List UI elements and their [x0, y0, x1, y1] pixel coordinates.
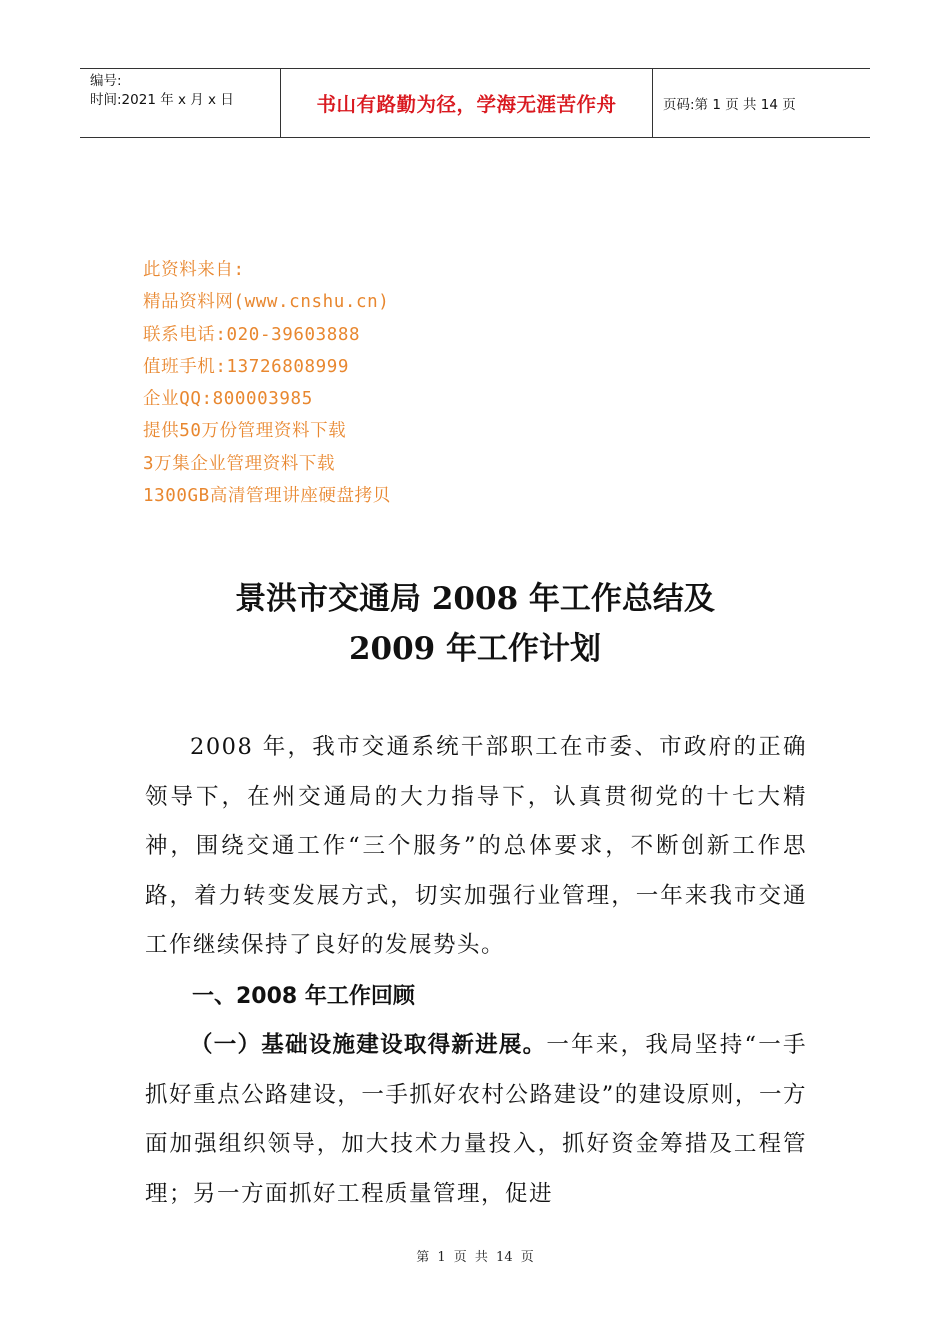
header-page-cell	[653, 69, 870, 137]
subsection-heading: （一）基础设施建设取得新进展。	[190, 1032, 547, 1058]
title-line-2: 2009 年工作计划	[348, 631, 602, 667]
source-info-block	[143, 254, 391, 512]
header-motto-cell	[281, 69, 653, 137]
source-line: 精品资料网(www.cnshu.cn)	[143, 292, 390, 313]
source-line: 此资料来自:	[143, 260, 245, 280]
source-line: 联系电话:020-39603888	[143, 324, 361, 345]
subsection-text: 一年来，我局坚持“一手抓好重点公路建设，一手抓好农村公路建设”的建设原则，一方面加强组织领导，加大技术力量投入，抓好资金筹措及工程管理；另一方面抓好工程质量管理，促进	[145, 1032, 807, 1207]
source-line: 3万集企业管理资料下载	[143, 453, 336, 474]
number-label: 编号:	[90, 73, 122, 89]
section1-paragraph	[145, 1021, 807, 1219]
document-title	[0, 574, 950, 674]
page-footer: 第 1 页 共 14 页	[416, 1250, 534, 1265]
source-line: 企业QQ:800003985	[143, 389, 313, 410]
time-label: 时间:2021 年 x 月 x 日	[90, 92, 234, 108]
title-line-1: 景洪市交通局 2008 年工作总结及	[235, 581, 715, 617]
source-line: 提供50万份管理资料下载	[143, 421, 347, 442]
source-line: 值班手机:13726808999	[143, 356, 350, 377]
section-heading: 一、2008 年工作回顾	[192, 984, 415, 1009]
source-line: 1300GB高清管理讲座硬盘拷贝	[143, 486, 391, 507]
intro-paragraph: 2008 年，我市交通系统干部职工在市委、市政府的正确领导下，在州交通局的大力指导下，认真贯彻党的十七大精神，围绕交通工作“三个服务”的总体要求，不断创新工作思路，着力转变发展方式，切实加强行业管理，一年来我市交通工作继续保持了良好的发展势头。	[145, 734, 807, 958]
header-table	[80, 68, 870, 138]
motto-text: 书山有路勤为径，学海无涯苦作舟	[316, 93, 617, 116]
header-meta-cell	[80, 69, 281, 137]
page-info: 页码:第 1 页 共 14 页	[663, 97, 796, 113]
